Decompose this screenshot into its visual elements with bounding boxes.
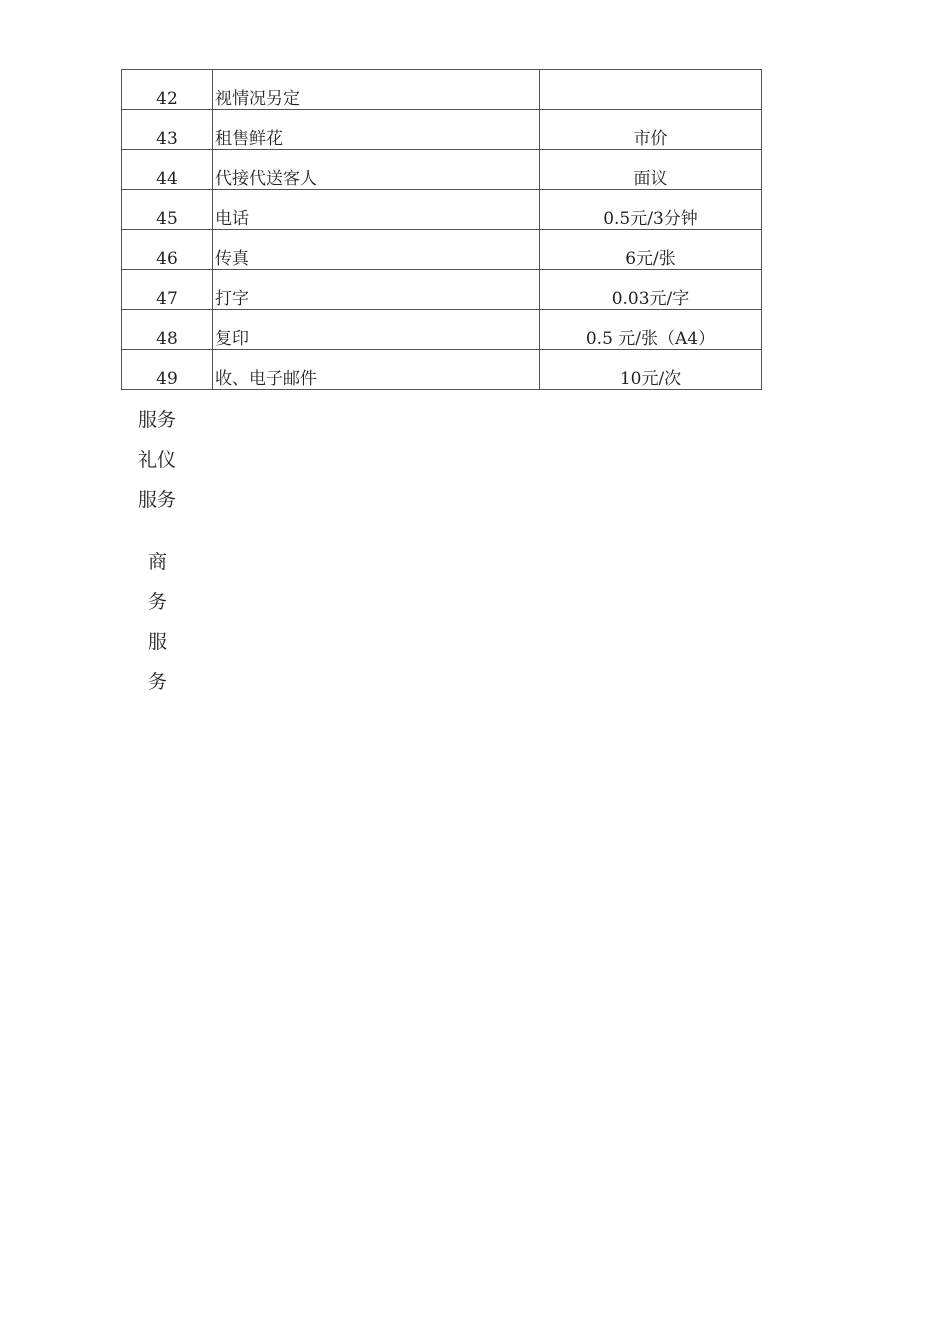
price-table-body (122, 70, 762, 390)
row-number: 42 (122, 70, 213, 110)
table-row (122, 70, 762, 110)
service-category-label (138, 400, 176, 520)
table-row (122, 270, 762, 310)
row-item: 复印 (213, 310, 540, 350)
row-item: 传真 (213, 230, 540, 270)
row-price: 0.5 元/张（A4） (540, 310, 762, 350)
label-line: 服务 (138, 409, 177, 431)
label-line: 商 (148, 551, 168, 573)
row-item: 电话 (213, 190, 540, 230)
row-item: 代接代送客人 (213, 150, 540, 190)
row-number: 44 (122, 150, 213, 190)
row-price (540, 70, 762, 110)
table-row (122, 230, 762, 270)
price-table (121, 69, 762, 390)
label-line: 务 (148, 671, 168, 693)
label-line: 礼仪 (138, 449, 177, 471)
label-line: 服务 (138, 489, 177, 511)
row-item: 租售鲜花 (213, 110, 540, 150)
row-price: 10元/次 (540, 350, 762, 390)
table-row (122, 350, 762, 390)
table-row (122, 310, 762, 350)
row-item: 收、电子邮件 (213, 350, 540, 390)
row-number: 43 (122, 110, 213, 150)
row-number: 49 (122, 350, 213, 390)
row-price: 市价 (540, 110, 762, 150)
row-item: 视情况另定 (213, 70, 540, 110)
table-row (122, 150, 762, 190)
row-price: 0.03元/字 (540, 270, 762, 310)
table-row (122, 110, 762, 150)
row-number: 46 (122, 230, 213, 270)
row-number: 45 (122, 190, 213, 230)
table-row (122, 190, 762, 230)
label-line: 务 (148, 591, 168, 613)
row-number: 47 (122, 270, 213, 310)
row-price: 6元/张 (540, 230, 762, 270)
label-line: 服 (148, 631, 168, 653)
row-price: 面议 (540, 150, 762, 190)
row-item: 打字 (213, 270, 540, 310)
row-number: 48 (122, 310, 213, 350)
row-price: 0.5元/3分钟 (540, 190, 762, 230)
business-service-label (148, 542, 167, 702)
